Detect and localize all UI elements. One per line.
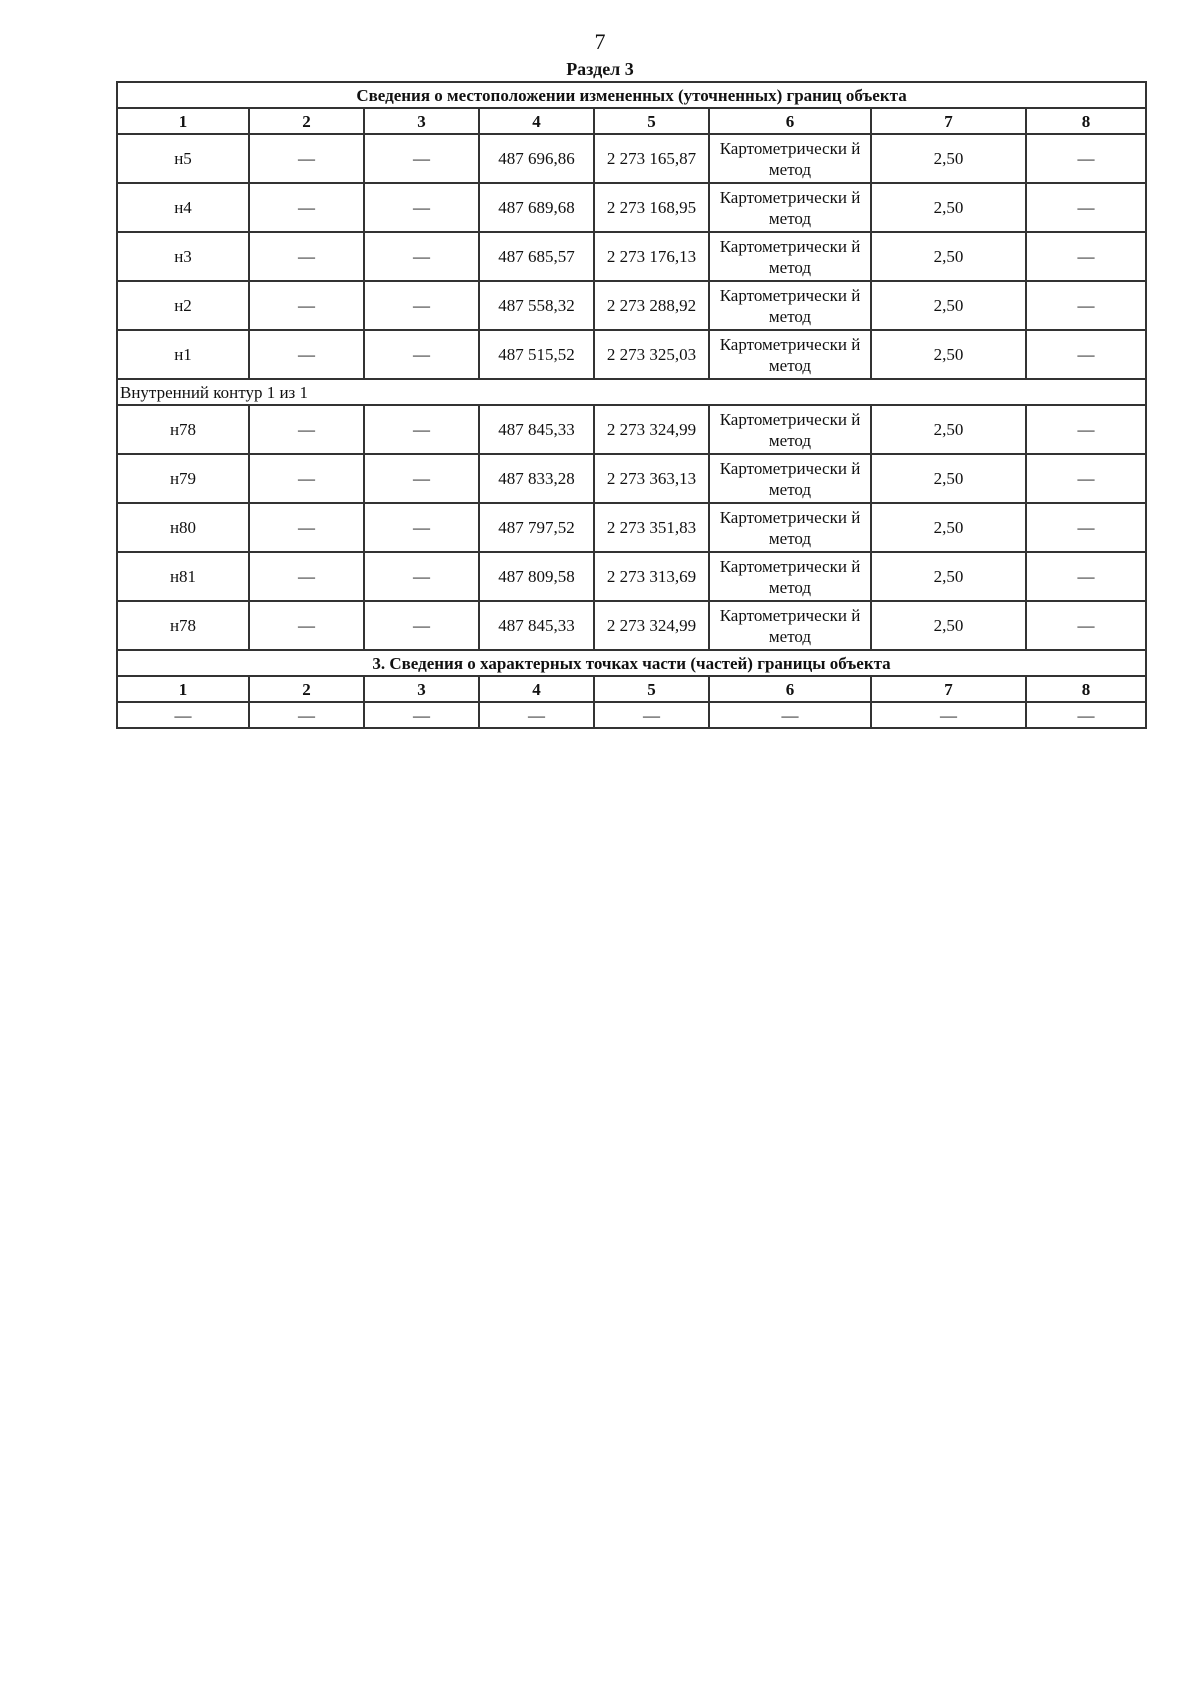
- column-header: 5: [594, 676, 709, 702]
- boundary-points-table: [116, 81, 1147, 729]
- empty-cell: —: [1026, 702, 1146, 728]
- col-2: —: [249, 330, 364, 379]
- coord-y: 2 273 168,95: [594, 183, 709, 232]
- col-8: —: [1026, 405, 1146, 454]
- column-header: 4: [479, 676, 594, 702]
- col-3: —: [364, 134, 479, 183]
- empty-cell: —: [479, 702, 594, 728]
- accuracy: 2,50: [871, 552, 1026, 601]
- col-8: —: [1026, 454, 1146, 503]
- method: Картометрически й метод: [709, 232, 871, 281]
- empty-cell: —: [871, 702, 1026, 728]
- coord-y: 2 273 325,03: [594, 330, 709, 379]
- coord-x: 487 845,33: [479, 601, 594, 650]
- parts-header-row: [117, 676, 1146, 702]
- coord-y: 2 273 363,13: [594, 454, 709, 503]
- coord-x: 487 833,28: [479, 454, 594, 503]
- page-number: 7: [594, 29, 606, 54]
- method: Картометрически й метод: [709, 183, 871, 232]
- col-2: —: [249, 183, 364, 232]
- method: Картометрически й метод: [709, 134, 871, 183]
- column-header: 3: [364, 676, 479, 702]
- accuracy: 2,50: [871, 503, 1026, 552]
- point-number: н80: [117, 503, 249, 552]
- col-3: —: [364, 330, 479, 379]
- point-number: н5: [117, 134, 249, 183]
- col-3: —: [364, 232, 479, 281]
- col-2: —: [249, 503, 364, 552]
- point-number: н3: [117, 232, 249, 281]
- inner-contour-label: Внутренний контур 1 из 1: [117, 379, 1146, 405]
- coord-y: 2 273 324,99: [594, 405, 709, 454]
- accuracy: 2,50: [871, 405, 1026, 454]
- column-header: 5: [594, 108, 709, 134]
- column-header: 6: [709, 676, 871, 702]
- table-row: [117, 454, 1146, 503]
- table-row: [117, 134, 1146, 183]
- accuracy: 2,50: [871, 601, 1026, 650]
- point-number: н78: [117, 405, 249, 454]
- empty-cell: —: [709, 702, 871, 728]
- empty-cell: —: [249, 702, 364, 728]
- empty-cell: —: [594, 702, 709, 728]
- coord-y: 2 273 165,87: [594, 134, 709, 183]
- coord-y: 2 273 288,92: [594, 281, 709, 330]
- section-title: Раздел 3: [566, 59, 634, 79]
- col-3: —: [364, 503, 479, 552]
- table-row: [117, 281, 1146, 330]
- table-row: [117, 503, 1146, 552]
- col-8: —: [1026, 232, 1146, 281]
- empty-cell: —: [117, 702, 249, 728]
- col-8: —: [1026, 503, 1146, 552]
- table-row: [117, 405, 1146, 454]
- coord-x: 487 809,58: [479, 552, 594, 601]
- col-2: —: [249, 552, 364, 601]
- point-number: н78: [117, 601, 249, 650]
- accuracy: 2,50: [871, 183, 1026, 232]
- coord-x: 487 515,52: [479, 330, 594, 379]
- coord-x: 487 558,32: [479, 281, 594, 330]
- column-header: 4: [479, 108, 594, 134]
- col-3: —: [364, 281, 479, 330]
- table-row: [117, 702, 1146, 728]
- column-header: 8: [1026, 108, 1146, 134]
- method: Картометрически й метод: [709, 503, 871, 552]
- table-row: [117, 232, 1146, 281]
- accuracy: 2,50: [871, 134, 1026, 183]
- method: Картометрически й метод: [709, 552, 871, 601]
- col-8: —: [1026, 183, 1146, 232]
- accuracy: 2,50: [871, 454, 1026, 503]
- col-3: —: [364, 552, 479, 601]
- empty-cell: —: [364, 702, 479, 728]
- col-8: —: [1026, 601, 1146, 650]
- method: Картометрически й метод: [709, 601, 871, 650]
- column-header: 6: [709, 108, 871, 134]
- col-2: —: [249, 232, 364, 281]
- table-row: [117, 330, 1146, 379]
- accuracy: 2,50: [871, 232, 1026, 281]
- col-2: —: [249, 454, 364, 503]
- coord-y: 2 273 351,83: [594, 503, 709, 552]
- header-row: [117, 108, 1146, 134]
- col-3: —: [364, 183, 479, 232]
- column-header: 7: [871, 676, 1026, 702]
- point-number: н4: [117, 183, 249, 232]
- table-row: [117, 183, 1146, 232]
- column-header: 2: [249, 676, 364, 702]
- method: Картометрически й метод: [709, 454, 871, 503]
- method: Картометрически й метод: [709, 281, 871, 330]
- column-header: 3: [364, 108, 479, 134]
- coord-x: 487 845,33: [479, 405, 594, 454]
- coord-x: 487 685,57: [479, 232, 594, 281]
- column-header: 7: [871, 108, 1026, 134]
- col-2: —: [249, 405, 364, 454]
- point-number: н2: [117, 281, 249, 330]
- col-3: —: [364, 454, 479, 503]
- parts-caption: [117, 650, 1146, 676]
- column-header: 1: [117, 676, 249, 702]
- table-row: [117, 601, 1146, 650]
- parts-caption-cell: 3. Сведения о характерных точках части (частей) границы объекта: [117, 650, 1146, 676]
- method: Картометрически й метод: [709, 330, 871, 379]
- table-caption: [117, 82, 1146, 108]
- col-8: —: [1026, 552, 1146, 601]
- col-8: —: [1026, 330, 1146, 379]
- coord-y: 2 273 176,13: [594, 232, 709, 281]
- coord-y: 2 273 324,99: [594, 601, 709, 650]
- point-number: н79: [117, 454, 249, 503]
- col-3: —: [364, 601, 479, 650]
- table-caption-cell: Сведения о местоположении измененных (уточненных) границ объекта: [117, 82, 1146, 108]
- coord-x: 487 696,86: [479, 134, 594, 183]
- col-2: —: [249, 601, 364, 650]
- point-number: н1: [117, 330, 249, 379]
- col-8: —: [1026, 134, 1146, 183]
- coord-x: 487 689,68: [479, 183, 594, 232]
- column-header: 1: [117, 108, 249, 134]
- col-2: —: [249, 281, 364, 330]
- col-3: —: [364, 405, 479, 454]
- inner-contour-row: [117, 379, 1146, 405]
- method: Картометрически й метод: [709, 405, 871, 454]
- coord-x: 487 797,52: [479, 503, 594, 552]
- accuracy: 2,50: [871, 330, 1026, 379]
- column-header: 2: [249, 108, 364, 134]
- table-row: [117, 552, 1146, 601]
- col-2: —: [249, 134, 364, 183]
- col-8: —: [1026, 281, 1146, 330]
- accuracy: 2,50: [871, 281, 1026, 330]
- point-number: н81: [117, 552, 249, 601]
- coord-y: 2 273 313,69: [594, 552, 709, 601]
- column-header: 8: [1026, 676, 1146, 702]
